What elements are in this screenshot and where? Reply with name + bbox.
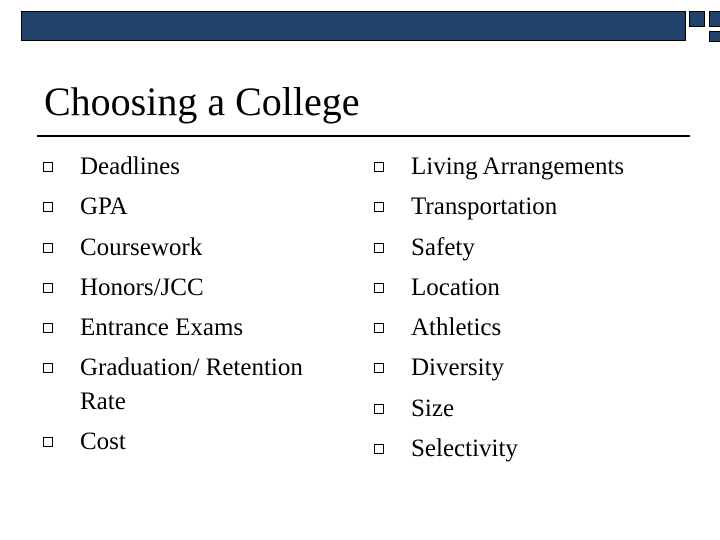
list-item — [373, 150, 673, 184]
square-bullet-icon — [374, 323, 384, 333]
square-bullet-icon — [374, 444, 384, 454]
square-bullet-icon — [43, 283, 53, 293]
title-divider — [37, 135, 690, 137]
list-item-text: Safety — [411, 233, 475, 261]
list-item — [373, 432, 673, 466]
list-item-text: Living Arrangements — [411, 153, 625, 180]
list-item — [42, 190, 342, 224]
list-item-text: Graduation/ Retention Rate — [80, 354, 303, 415]
list-item — [373, 351, 673, 385]
list-item — [42, 311, 342, 345]
square-bullet-icon — [374, 363, 384, 373]
square-bullet-icon — [43, 162, 53, 172]
list-item — [373, 392, 673, 426]
list-item-text: Location — [411, 273, 500, 301]
square-bullet-icon — [374, 162, 384, 172]
square-bullet-icon — [374, 243, 384, 253]
list-item-text: Athletics — [411, 314, 502, 342]
list-item — [42, 351, 342, 418]
square-bullet-icon — [43, 243, 53, 253]
list-item-text: Entrance Exams — [80, 314, 244, 342]
list-item-text: GPA — [80, 193, 128, 221]
list-item-text: Selectivity — [411, 435, 518, 463]
list-item-text: Diversity — [411, 354, 505, 382]
right-bullet-list — [373, 150, 673, 472]
list-item — [373, 231, 673, 265]
header-banner — [21, 11, 707, 42]
list-item-text: Size — [411, 394, 455, 422]
banner-square-decoration — [709, 31, 720, 42]
square-bullet-icon — [43, 323, 53, 333]
slide-title: Choosing a College — [44, 79, 360, 124]
banner-bar — [21, 11, 686, 41]
banner-square-decoration — [709, 11, 720, 27]
list-item — [42, 231, 342, 265]
square-bullet-icon — [43, 202, 53, 212]
left-bullet-list — [42, 150, 342, 466]
list-item-text: Cost — [80, 428, 126, 456]
list-item — [373, 271, 673, 305]
banner-square-decoration — [689, 11, 705, 27]
list-item — [373, 311, 673, 345]
list-item — [42, 425, 342, 459]
list-item-text: Deadlines — [80, 153, 180, 180]
list-item — [42, 271, 342, 305]
list-item — [42, 150, 342, 184]
list-item-text: Transportation — [411, 193, 558, 221]
list-item — [373, 190, 673, 224]
square-bullet-icon — [374, 404, 384, 414]
square-bullet-icon — [374, 283, 384, 293]
list-item-text: Coursework — [80, 233, 203, 261]
square-bullet-icon — [43, 363, 53, 373]
list-item-text: Honors/JCC — [80, 273, 204, 301]
square-bullet-icon — [43, 437, 53, 447]
square-bullet-icon — [374, 202, 384, 212]
